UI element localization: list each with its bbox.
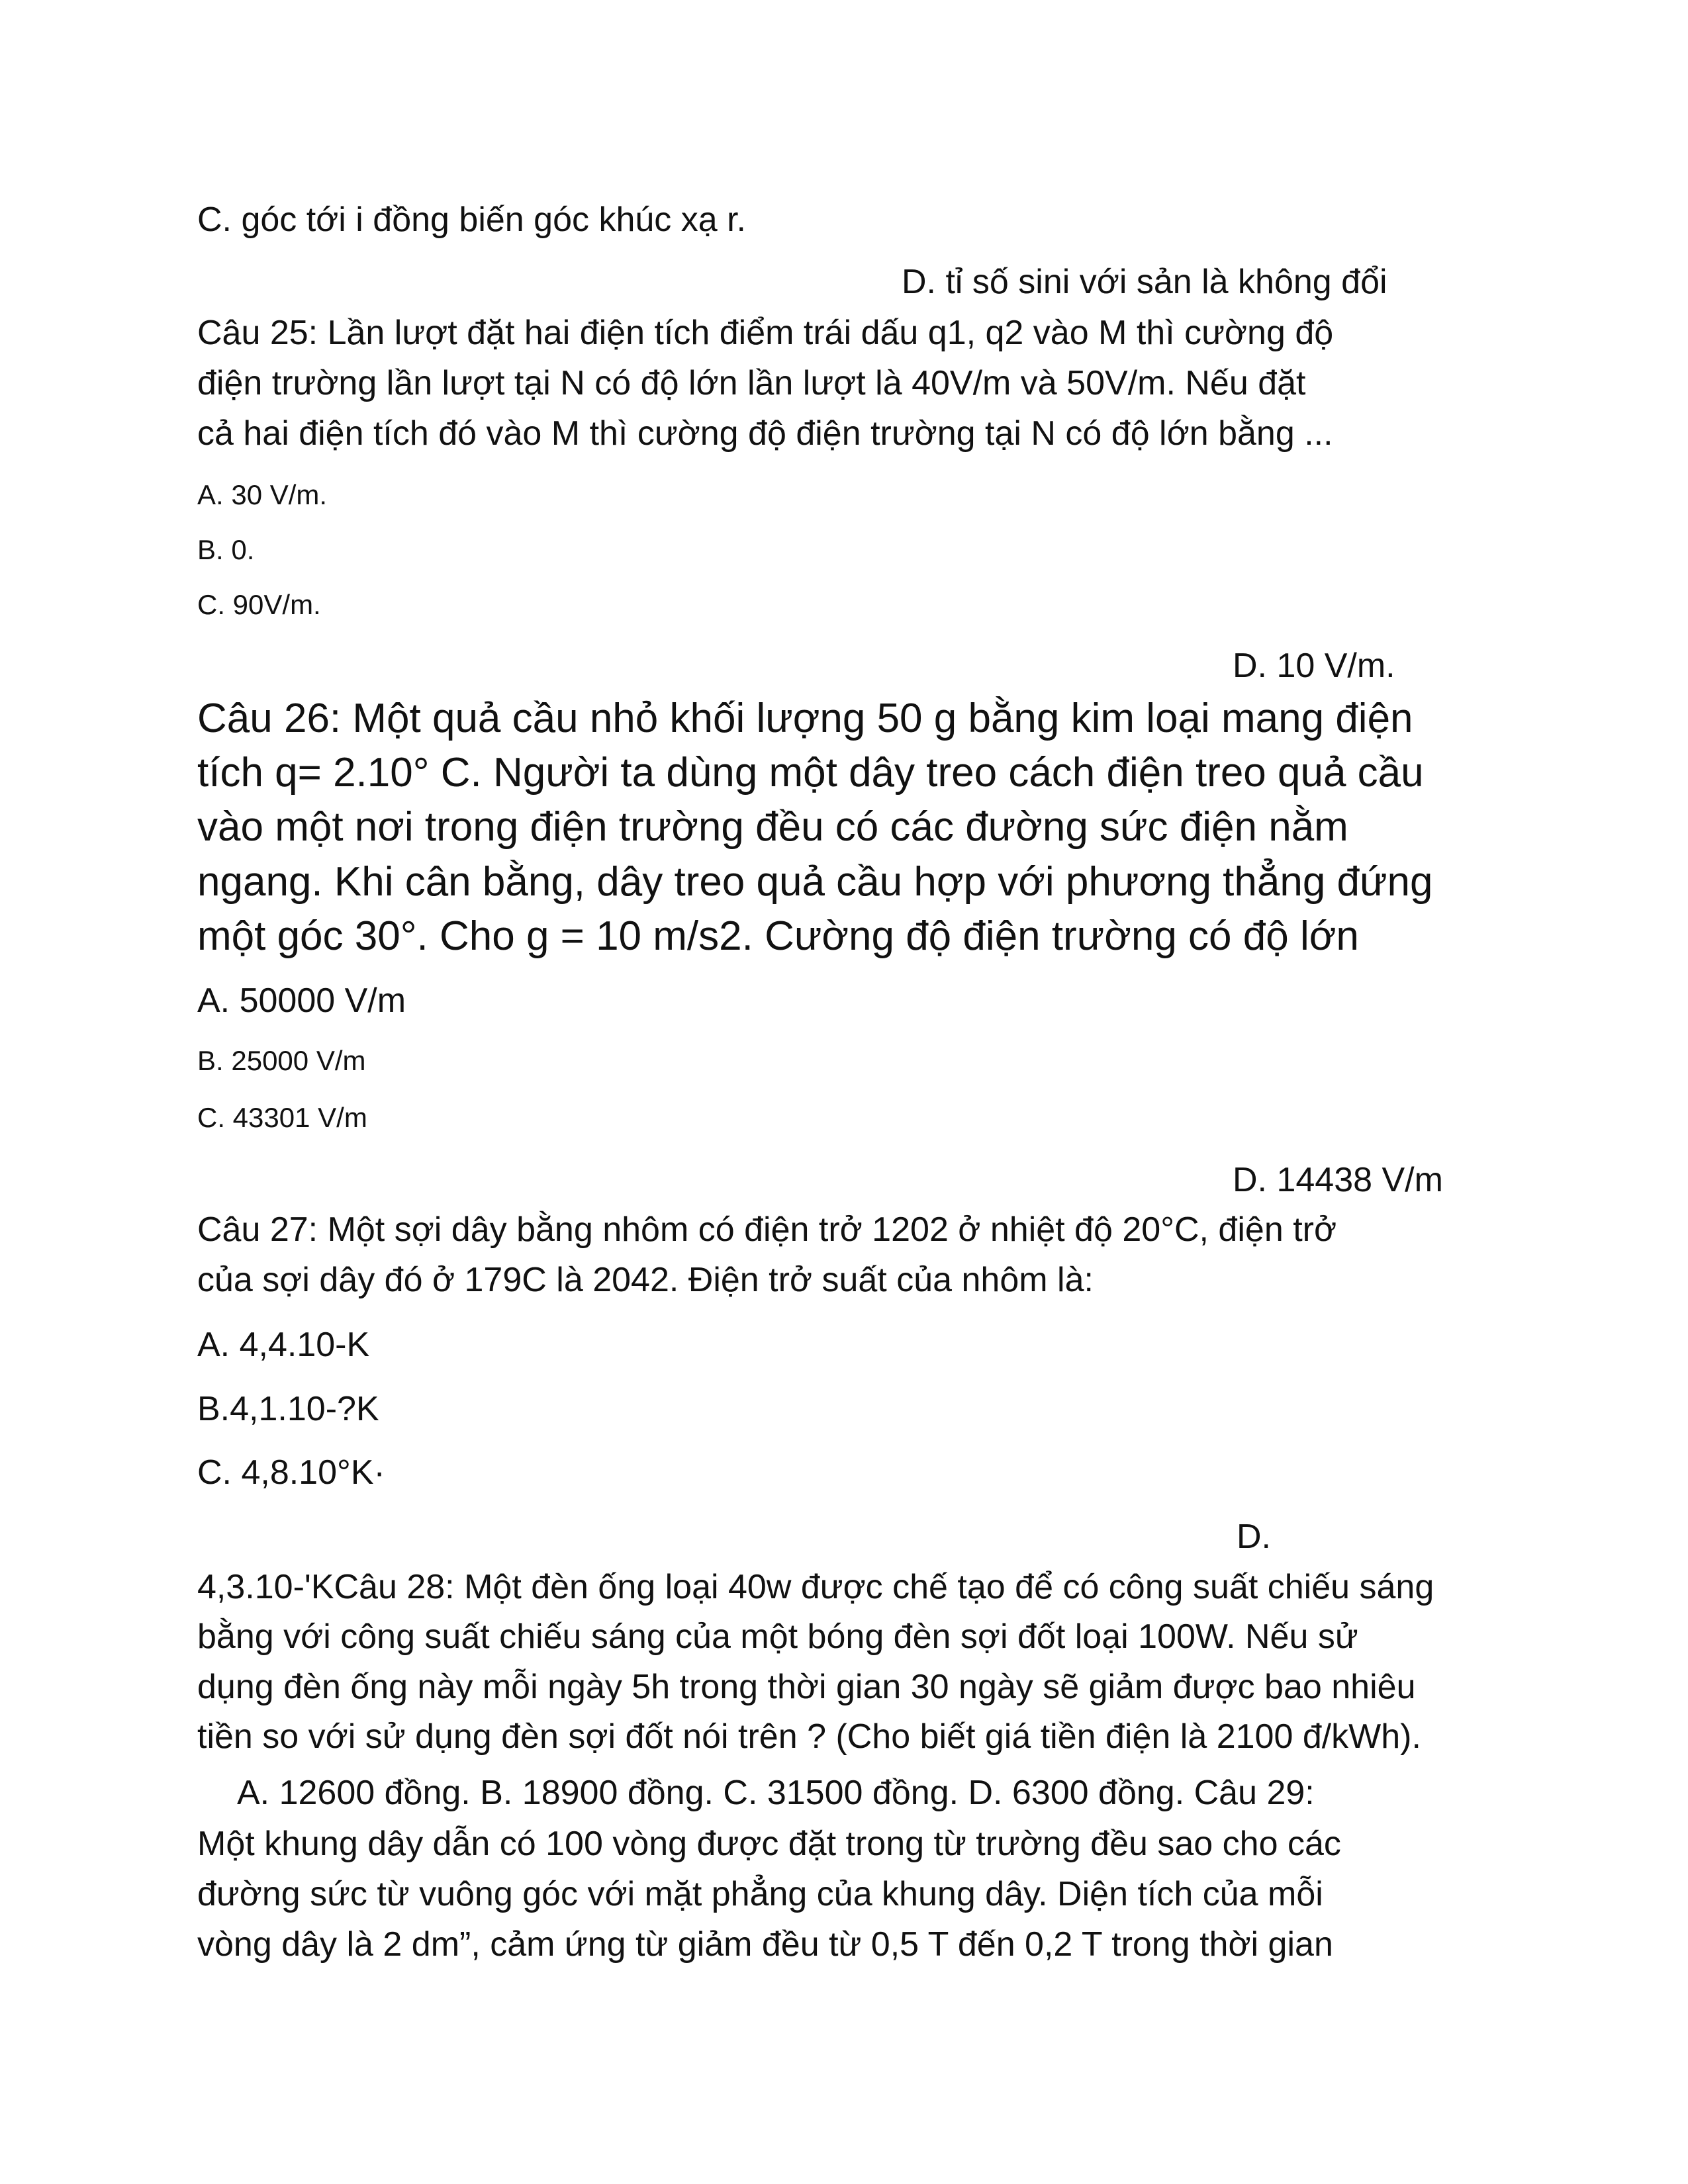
option-line: A. 50000 V/m bbox=[197, 981, 406, 1020]
option-line: C. góc tới i đồng biến góc khúc xạ r. bbox=[197, 201, 747, 239]
question-text: đường sức từ vuông góc với mặt phẳng của khung dây. Diện tích của mỗi bbox=[197, 1875, 1323, 1913]
option-line: A. 30 V/m. bbox=[197, 479, 328, 510]
question-text: Câu 25: Lần lượt đặt hai điện tích điểm trái dấu q1, q2 vào M thì cường độ bbox=[197, 314, 1334, 352]
question-text: bằng với công suất chiếu sáng của một bóng đèn sợi đốt loại 100W. Nếu sử bbox=[197, 1617, 1358, 1656]
question-text: tiền so với sử dụng đèn sợi đốt nói trên ? (Cho biết giá tiền điện là 2100 đ/kWh). bbox=[197, 1717, 1421, 1756]
question-text: vòng dây là 2 dm”, cảm ứng từ giảm đều từ 0,5 T đến 0,2 T trong thời gian bbox=[197, 1925, 1333, 1964]
question-text: 4,3.10-'KCâu 28: Một đèn ống loại 40w được chế tạo để có công suất chiếu sáng bbox=[197, 1568, 1434, 1606]
question-text: của sợi dây đó ở 179C là 2042. Điện trở suất của nhôm là: bbox=[197, 1261, 1094, 1299]
option-line: D. bbox=[1237, 1518, 1271, 1556]
option-line: C. 90V/m. bbox=[197, 589, 321, 620]
option-line: B.4,1.10-?K bbox=[197, 1390, 379, 1428]
question-text: một góc 30°. Cho g = 10 m/s2. Cường độ điện trường có độ lớn bbox=[197, 913, 1359, 959]
question-text: vào một nơi trong điện trường đều có các đường sức điện nằm bbox=[197, 804, 1348, 850]
option-line: C. 4,8.10°K· bbox=[197, 1453, 385, 1492]
option-line: A. 4,4.10-K bbox=[197, 1326, 370, 1364]
question-text: Một khung dây dẫn có 100 vòng được đặt trong từ trường đều sao cho các bbox=[197, 1825, 1341, 1863]
option-line: C. 43301 V/m bbox=[197, 1102, 367, 1133]
option-line: B. 0. bbox=[197, 534, 255, 565]
option-line: B. 25000 V/m bbox=[197, 1045, 366, 1076]
question-text: tích q= 2.10° C. Người ta dùng một dây treo cách điện treo quả cầu bbox=[197, 750, 1424, 796]
option-line: D. tỉ số sini với sản là không đổi bbox=[902, 263, 1387, 301]
question-text: Câu 27: Một sợi dây bằng nhôm có điện trở 1202 ở nhiệt độ 20°C, điện trở bbox=[197, 1210, 1337, 1249]
question-text: cả hai điện tích đó vào M thì cường độ điện trường tại N có độ lớn bằng ... bbox=[197, 414, 1333, 453]
option-line: D. 14438 V/m bbox=[1233, 1161, 1443, 1199]
question-text: ngang. Khi cân bằng, dây treo quả cầu hợp với phương thẳng đứng bbox=[197, 859, 1433, 905]
question-text: điện trường lần lượt tại N có độ lớn lần lượt là 40V/m và 50V/m. Nếu đặt bbox=[197, 364, 1306, 402]
question-text: Câu 26: Một quả cầu nhỏ khối lượng 50 g bằng kim loại mang điện bbox=[197, 696, 1413, 741]
option-line: D. 10 V/m. bbox=[1233, 647, 1395, 685]
option-line: A. 12600 đồng. B. 18900 đồng. C. 31500 đồng. D. 6300 đồng. Câu 29: bbox=[237, 1774, 1315, 1812]
question-text: dụng đèn ống này mỗi ngày 5h trong thời gian 30 ngày sẽ giảm được bao nhiêu bbox=[197, 1668, 1416, 1706]
